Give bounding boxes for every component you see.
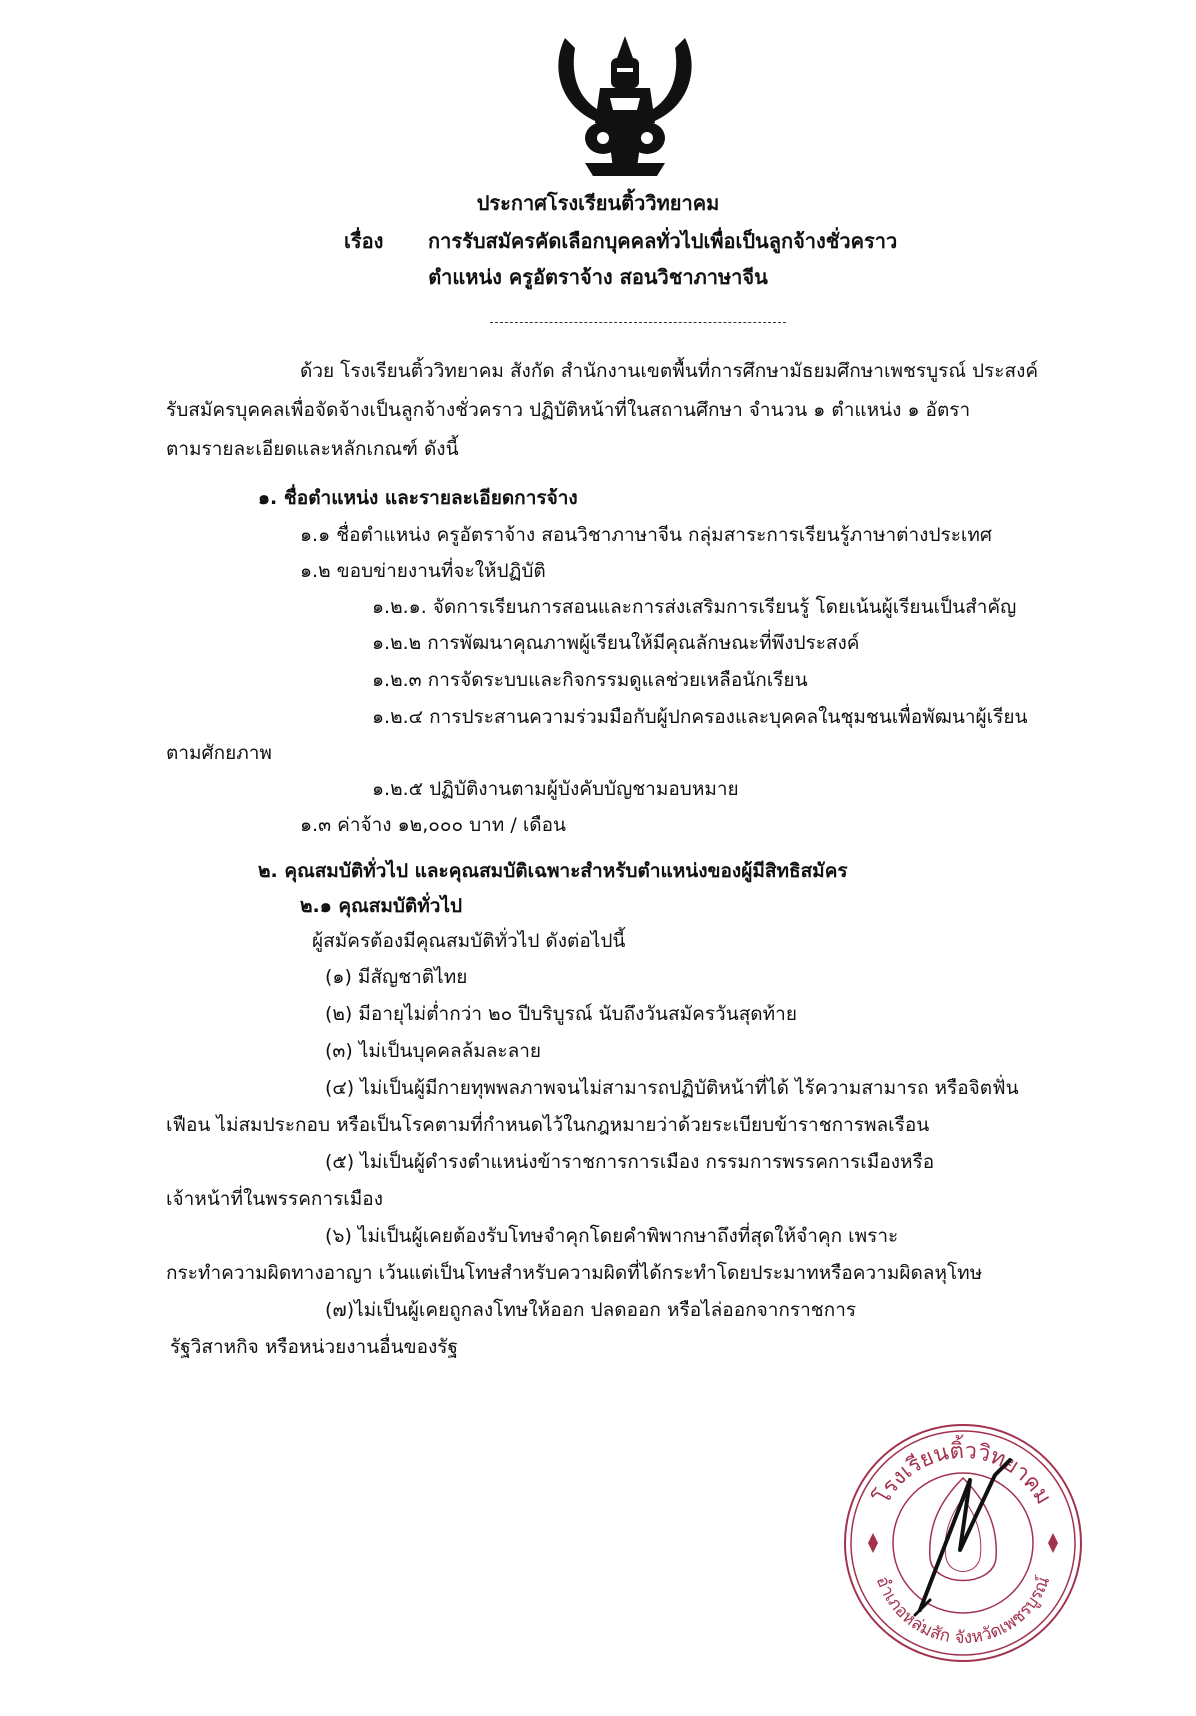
- intro-line-3: ตามรายละเอียดและหลักเกณฑ์ ดังนี้: [166, 438, 459, 460]
- position-line: ตำแหน่ง ครูอัตราจ้าง สอนวิชาภาษาจีน: [428, 265, 768, 289]
- item-1-3-wage: ๑.๓ ค่าจ้าง ๑๒,๐๐๐ บาท / เดือน: [300, 814, 567, 836]
- duty-3: ๑.๒.๓ การจัดระบบและกิจกรรมดูแลช่วยเหลือนักเรียน: [372, 669, 808, 691]
- duty-5: ๑.๒.๕ ปฏิบัติงานตามผู้บังคับบัญชามอบหมาย: [372, 778, 739, 800]
- qualification-5-cont: เจ้าหน้าที่ในพรรคการเมือง: [166, 1188, 383, 1210]
- subject-text: การรับสมัครคัดเลือกบุคคลทั่วไปเพื่อเป็นลูกจ้างชั่วคราว: [428, 229, 898, 253]
- subject-label: เรื่อง: [344, 229, 384, 253]
- qualification-7: (๗)ไม่เป็นผู้เคยถูกลงโทษให้ออก ปลดออก หรือไล่ออกจากราชการ: [325, 1299, 857, 1321]
- qualification-5: (๕) ไม่เป็นผู้ดำรงตำแหน่งข้าราชการการเมือง กรรมการพรรคการเมืองหรือ: [325, 1151, 935, 1173]
- item-1-2: ๑.๒ ขอบข่ายงานที่จะให้ปฏิบัติ: [300, 560, 546, 582]
- qualification-6: (๖) ไม่เป็นผู้เคยต้องรับโทษจำคุกโดยคำพิพากษาถึงที่สุดให้จำคุก เพราะ: [325, 1225, 899, 1247]
- duty-4-cont: ตามศักยภาพ: [166, 742, 272, 764]
- intro-line-1: ด้วย โรงเรียนติ้ววิทยาคม สังกัด สำนักงานเขตพื้นที่การศึกษามัธยมศึกษาเพชรบูรณ์ ประสงค์: [300, 360, 1039, 382]
- qualification-6-cont: กระทำความผิดทางอาญา เว้นแต่เป็นโทษสำหรับความผิดที่ได้กระทำโดยประมาทหรือความผิดลหุโทษ: [166, 1262, 983, 1284]
- signature-icon: [900, 1440, 1030, 1620]
- intro-line-2: รับสมัครบุคคลเพื่อจัดจ้างเป็นลูกจ้างชั่วคราว ปฏิบัติหน้าที่ในสถานศึกษา จำนวน ๑ ตำแหน่ง ๑ อัตรา: [166, 399, 971, 421]
- duty-1: ๑.๒.๑. จัดการเรียนการสอนและการส่งเสริมการเรียนรู้ โดยเน้นผู้เรียนเป็นสำคัญ: [372, 596, 1017, 618]
- qualification-1: (๑) มีสัญชาติไทย: [325, 966, 468, 988]
- section-2-heading: ๒. คุณสมบัติทั่วไป และคุณสมบัติเฉพาะสำหรับตำแหน่งของผู้มีสิทธิสมัคร: [258, 860, 848, 882]
- duty-4: ๑.๒.๔ การประสานความร่วมมือกับผู้ปกครองและบุคคลในชุมชนเพื่อพัฒนาผู้เรียน: [372, 706, 1028, 728]
- qualification-7-cont: รัฐวิสาหกิจ หรือหน่วยงานอื่นของรัฐ: [170, 1336, 458, 1358]
- qualification-4: (๔) ไม่เป็นผู้มีกายทุพพลภาพจนไม่สามารถปฏิบัติหน้าที่ได้ ไร้ความสามารถ หรือจิตฟั่น: [325, 1077, 1019, 1099]
- item-1-1: ๑.๑ ชื่อตำแหน่ง ครูอัตราจ้าง สอนวิชาภาษาจีน กลุ่มสาระการเรียนรู้ภาษาต่างประเทศ: [300, 524, 992, 546]
- qualifications-lead: ผู้สมัครต้องมีคุณสมบัติทั่วไป ดังต่อไปนี้: [312, 930, 626, 952]
- section-1-heading: ๑. ชื่อตำแหน่ง และรายละเอียดการจ้าง: [258, 487, 578, 509]
- duty-2: ๑.๒.๒ การพัฒนาคุณภาพผู้เรียนให้มีคุณลักษณะที่พึงประสงค์: [372, 632, 860, 654]
- garuda-emblem-icon: [545, 28, 705, 178]
- qualification-2: (๒) มีอายุไม่ต่ำกว่า ๒๐ ปีบริบูรณ์ นับถึงวันสมัครวันสุดท้าย: [325, 1003, 797, 1025]
- section-2-1-heading: ๒.๑ คุณสมบัติทั่วไป: [300, 895, 463, 917]
- header-separator: [490, 322, 786, 323]
- qualification-4-cont: เฟือน ไม่สมประกอบ หรือเป็นโรคตามที่กำหนดไว้ในกฎหมายว่าด้วยระเบียบข้าราชการพลเรือน: [166, 1114, 930, 1136]
- qualification-3: (๓) ไม่เป็นบุคคลล้มละลาย: [325, 1040, 542, 1062]
- svg-text:โรงเรียนติ้ววิทยาคม: โรงเรียนติ้ววิทยาคม: [869, 1438, 1057, 1509]
- svg-text:อำเภอหล่มสัก จังหวัดเพชรบูรณ์: อำเภอหล่มสัก จังหวัดเพชรบูรณ์: [871, 1573, 1055, 1649]
- announcement-title: ประกาศโรงเรียนติ้ววิทยาคม: [476, 191, 720, 215]
